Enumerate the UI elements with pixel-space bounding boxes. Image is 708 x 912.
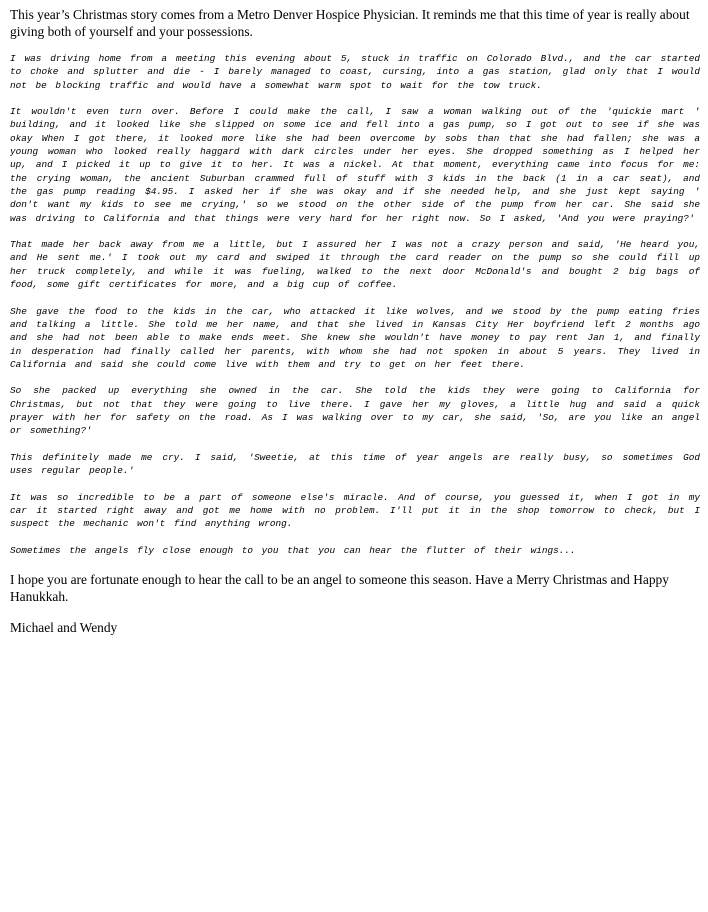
closing-paragraph: I hope you are fortunate enough to hear the call to be an angel to someone this season. Have a Merry Christmas and Happy Hanukkah.: [10, 571, 669, 604]
signature: Michael and Wendy: [10, 619, 118, 635]
story-body: [10, 52, 700, 557]
story-paragraph: It was so incredible to be a part of someone else's miracle. And of course, you guessed it, when I got in my car it started right away and got me home with no problem. I'll put it in the shop tomorrow to check, but I suspect the mechanic won't find anything wrong.: [10, 491, 700, 530]
story-paragraph: She gave the food to the kids in the car, who attacked it like wolves, and we stood by the pump eating fries and talking a little. She told me her name, and that she lived in Kansas City Her boyfriend left 2 months ago and she had not been able to make ends meet. She knew she wouldn't have money to pay rent Jan 1, and finally in desperation had finally called her parents, with whom she had not spoken in about 5 years. They lived in California and said she could come live with them and try to get on her feet there.: [10, 305, 700, 370]
letter-page: [10, 6, 700, 636]
story-paragraph: This definitely made me cry. I said, 'Sweetie, at this time of year angels are really busy, so sometimes God uses regular people.': [10, 451, 700, 477]
story-paragraph: Sometimes the angels fly close enough to you that you can hear the flutter of their wings...: [10, 544, 576, 556]
story-paragraph: It wouldn't even turn over. Before I could make the call, I saw a woman walking out of the 'quickie mart ' building, and it looked like she slipped on some ice and fell into a gas pump, so I got out to see if she was okay When I got there, it looked more like she had been overcome by sobs than that she had fallen; she was a young woman who looked really haggard with dark circles under her eyes. She dropped something as I helped her up, and I picked it up to give it to her. It was a nickel. At that moment, everything came into focus for me: the crying woman, the ancient Suburban crammed full of stuff with 3 kids in the back (1 in a car seat), and the gas pump reading $4.95. I asked her if she was okay and if she needed help, and she just kept saying ' don't want my kids to see me crying,' so we stood on the other side of the pump from her car. She said she was driving to California and that things were very hard for her right now. So I asked, 'And you were praying?': [10, 106, 700, 224]
story-paragraph: I was driving home from a meeting this evening about 5, stuck in traffic on Colorado Blvd., and the car started to choke and splutter and die - I barely managed to coast, cursing, into a gas station, glad only that I would not be blocking traffic and would have a somewhat warm spot to wait for the tow truck.: [10, 53, 700, 91]
story-paragraph: That made her back away from me a little, but I assured her I was not a crazy person and said, 'He heard you, and He sent me.' I took out my card and swiped it through the card reader on the pump so she could fill up her truck completely, and while it was fueling, walked to the next door McDonald's and bought 2 big bags of food, some gift certificates for more, and a big cup of coffee.: [10, 239, 700, 291]
intro-paragraph: This year’s Christmas story comes from a Metro Denver Hospice Physician. It reminds me that this time of year is really about giving both of yourself and your possessions.: [10, 7, 690, 39]
story-paragraph: So she packed up everything she owned in the car. She told the kids they were going to California for Christmas, but not that they were going to live there. I gave her my gloves, a little hug and said a quick prayer with her for safety on the road. As I was walking over to my car, she said, 'So, are you like an angel or something?': [10, 385, 700, 437]
